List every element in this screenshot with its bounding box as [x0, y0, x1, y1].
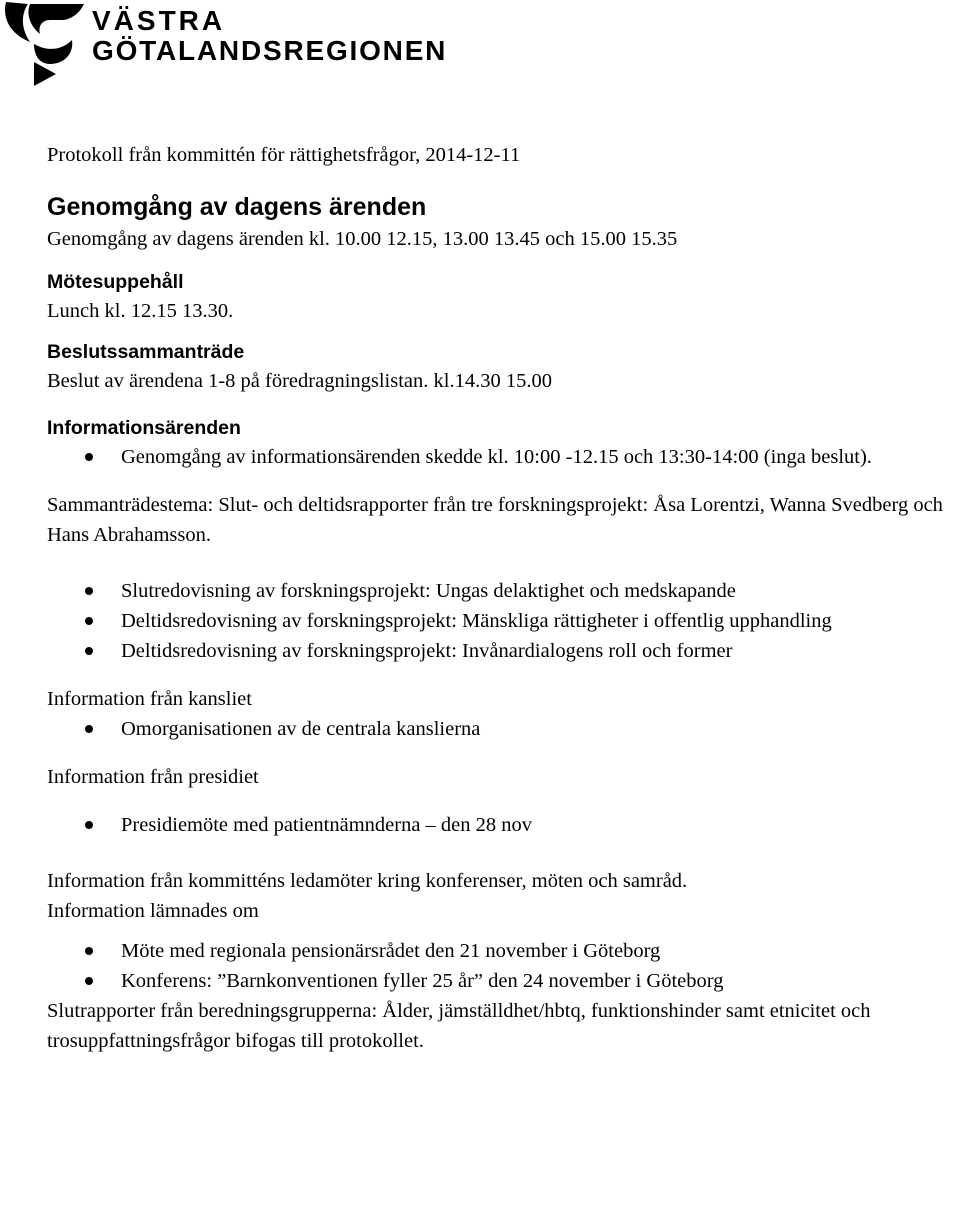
bullet-icon — [85, 947, 93, 955]
kansliet-title: Information från kansliet — [47, 688, 252, 710]
info-list — [47, 442, 952, 472]
ledamoter-text: Information från kommitténs ledamöter kring konferenser, möten och samråd. — [47, 870, 688, 892]
kansliet-list — [47, 714, 952, 744]
lamnades-text: Information lämnades om — [47, 900, 259, 922]
theme-text: Sammanträdestema: Slut- och deltidsrapporter från tre forskningsprojekt: Åsa Lorentzi, Wanna Svedberg och Hans Abrahamsson. — [47, 494, 943, 546]
list-item — [47, 936, 952, 966]
list-item-text: Presidiemöte med patientnämnderna – den 28 nov — [121, 814, 533, 836]
bullet-icon — [85, 453, 93, 461]
bullet-icon — [85, 977, 93, 985]
section-body-beslutssammantrade: Beslut av ärendena 1-8 på föredragningslistan. kl.14.30 15.00 — [47, 370, 552, 392]
theme-list — [47, 576, 952, 666]
section-title-informationsarenden: Informationsärenden — [47, 417, 241, 439]
section-body-motesuppehall: Lunch kl. 12.15 13.30. — [47, 300, 234, 322]
list-item-text: Konferens: ”Barnkonventionen fyller 25 år” den 24 november i Göteborg — [121, 970, 724, 992]
list-item-text: Deltidsredovisning av forskningsprojekt: Invånardialogens roll och former — [121, 640, 733, 662]
list-item — [47, 636, 952, 666]
logo-line-2: GÖTALANDSREGIONEN — [92, 35, 448, 66]
list-item — [47, 714, 952, 744]
presidiet-list — [47, 810, 952, 840]
bullet-icon — [85, 587, 93, 595]
section-title-beslutssammantrade: Beslutssammanträde — [47, 341, 245, 363]
list-item — [47, 966, 952, 996]
vgr-logo-mark-icon — [0, 0, 90, 88]
presidiet-title: Information från presidiet — [47, 766, 259, 788]
logo-wordmark — [92, 6, 447, 66]
section-title-motesuppehall: Mötesuppehåll — [47, 271, 184, 293]
page-title: Genomgång av dagens ärenden — [47, 193, 427, 221]
list-item — [47, 810, 952, 840]
list-item-text: Möte med regionala pensionärsrådet den 21 november i Göteborg — [121, 940, 661, 962]
bullet-icon — [85, 617, 93, 625]
closing-text: Slutrapporter från beredningsgrupperna: Ålder, jämställdhet/hbtq, funktionshinder samt etnicitet och trosuppfattningsfrågor bifogas till protokollet. — [47, 1000, 871, 1052]
bullet-icon — [85, 821, 93, 829]
list-item — [47, 576, 952, 606]
protocol-title: Protokoll från kommittén för rättighetsfrågor, 2014-12-11 — [47, 144, 521, 166]
document-body — [47, 140, 952, 1056]
list-item — [47, 606, 952, 636]
list-item-text: Deltidsredovisning av forskningsprojekt: Mänskliga rättigheter i offentlig upphandling — [121, 610, 832, 632]
organization-logo — [0, 0, 448, 90]
list-item-text: Genomgång av informationsärenden skedde kl. 10:00 -12.15 och 13:30-14:00 (inga beslut). — [121, 446, 872, 468]
bullet-icon — [85, 725, 93, 733]
bullet-icon — [85, 647, 93, 655]
logo-line-1: VÄSTRA — [92, 5, 226, 36]
list-item-text: Slutredovisning av forskningsprojekt: Ungas delaktighet och medskapande — [121, 580, 736, 602]
list-item — [47, 442, 952, 472]
agenda-times: Genomgång av dagens ärenden kl. 10.00 12.15, 13.00 13.45 och 15.00 15.35 — [47, 228, 678, 250]
list-item-text: Omorganisationen av de centrala kanslierna — [121, 718, 481, 740]
lamnades-list — [47, 936, 952, 996]
